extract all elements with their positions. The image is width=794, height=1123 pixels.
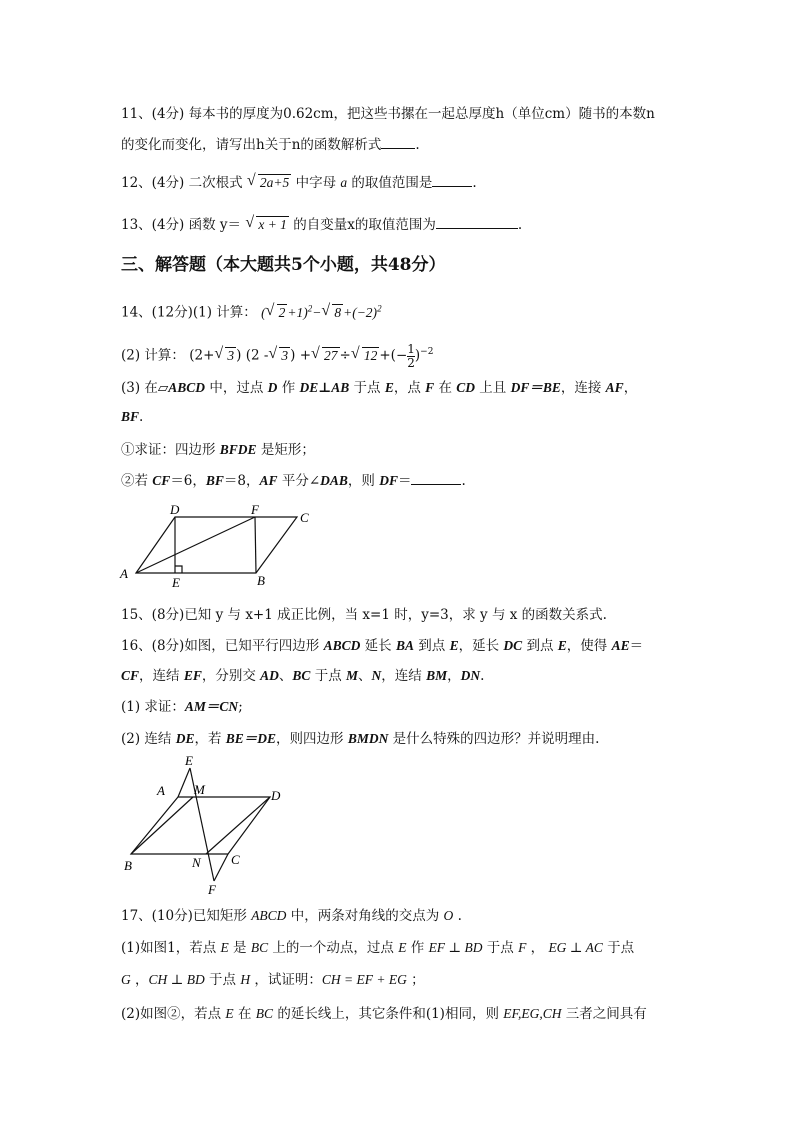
q17-l4-g: 三者之间具有 bbox=[561, 1006, 647, 1022]
fig1-parallelogram bbox=[136, 517, 297, 573]
fig2-label-b: B bbox=[124, 858, 132, 873]
q14-p3-o: ，连接 bbox=[560, 380, 606, 396]
q13-radicand: x + 1 bbox=[258, 217, 287, 232]
q14-s2-b: CF bbox=[152, 473, 171, 488]
q12-pre: 二次根式 bbox=[188, 175, 243, 191]
q16-s2-a: (2) 连结 bbox=[121, 731, 176, 747]
q16-l2-e: AD bbox=[260, 668, 279, 683]
q11-end: . bbox=[415, 137, 420, 153]
q14-p1-d: +(−2) bbox=[343, 304, 378, 320]
q16-l1-h: DC bbox=[503, 638, 523, 653]
q16-l2-d: ，分别交 bbox=[201, 668, 261, 684]
q16-l2-o: DN bbox=[460, 668, 481, 683]
q17-l3-g: CH = EF + EG bbox=[321, 972, 407, 987]
q17-l2-i: 于点 bbox=[482, 940, 519, 956]
q14-s2-i: ，则 bbox=[347, 473, 380, 489]
fig1-right-angle-mark bbox=[175, 566, 182, 573]
q14-p2-rad3 bbox=[311, 346, 340, 366]
q17-l2-a: (1)如图1，若点 bbox=[121, 940, 221, 956]
q12-radicand: 2a+5 bbox=[259, 175, 290, 190]
section-3-heading: 三、解答题（本大题共5个小题，共48分） bbox=[121, 255, 446, 275]
fig2-segment-ae bbox=[178, 768, 190, 797]
fig2-label-m: M bbox=[194, 782, 205, 797]
q16-l1-l: AE bbox=[611, 638, 630, 653]
q14-s2-d: BF bbox=[205, 473, 224, 488]
fig2-label-c: C bbox=[231, 852, 240, 867]
q14-p3-b: ABCD bbox=[168, 380, 206, 395]
fig1-label-f: F bbox=[251, 502, 259, 517]
q14-p2-a: (2+ bbox=[189, 347, 215, 364]
q13-answer-blank[interactable] bbox=[436, 214, 518, 229]
q12-line bbox=[121, 172, 477, 193]
q17-line1 bbox=[121, 906, 462, 926]
q14-p1-c: − bbox=[312, 304, 322, 320]
q14-p3-m: 上且 bbox=[475, 380, 511, 396]
q16-l2-a: CF bbox=[121, 668, 140, 683]
q14-part2 bbox=[121, 342, 433, 370]
q14-p2-rad1-val: 3 bbox=[227, 347, 235, 363]
q16-s2-e: ，则四边形 bbox=[276, 731, 348, 747]
q11-text-2: 的变化而变化，请写出h关于n的函数解析式 bbox=[121, 137, 382, 153]
q14-p1-exp1: 2 bbox=[307, 303, 313, 313]
q14-p2-rad4 bbox=[351, 346, 380, 366]
q16-l1-c: 延长 bbox=[360, 638, 396, 654]
q17-l1-c: 中，两条对角线的交点为 bbox=[286, 908, 444, 924]
fig2-label-f: F bbox=[208, 882, 216, 897]
q14-s2-f: AF bbox=[259, 473, 278, 488]
q14-p3-f: DE⊥AB bbox=[299, 380, 350, 395]
q11-line1 bbox=[121, 104, 655, 124]
q13-line bbox=[121, 214, 522, 235]
q16-s2-c: ，若 bbox=[194, 731, 226, 747]
q14-part1 bbox=[121, 298, 382, 323]
fig2-segment-cf bbox=[214, 854, 228, 881]
fig2-label-d: D bbox=[271, 788, 281, 803]
q14-answer-blank[interactable] bbox=[411, 470, 461, 485]
q17-l4-a: (2)如图②，若点 bbox=[121, 1006, 226, 1022]
q14-s2-end: . bbox=[461, 473, 466, 489]
q16-l2-k: N bbox=[371, 668, 382, 683]
q14-p2-d: ÷ bbox=[339, 347, 351, 364]
q14-p3-bf: BF bbox=[121, 409, 140, 424]
q15-text: 已知 y 与 x+1 成正比例，当 x=1 时，y=3，求 y 与 x 的函数关系式. bbox=[184, 607, 607, 623]
q13-radical bbox=[245, 215, 289, 235]
q17-l3-d: 于点 bbox=[204, 972, 241, 988]
q14-p2-c: ) + bbox=[290, 347, 312, 364]
q14-s1-b: BFDE bbox=[219, 442, 257, 457]
q15-line bbox=[121, 605, 607, 625]
q14-s1-a: ①求证：四边形 bbox=[121, 442, 220, 458]
q12-radical bbox=[247, 173, 291, 193]
q16-number: 16、(8分) bbox=[121, 638, 185, 654]
q16-l2-c: EF bbox=[183, 668, 202, 683]
q16-l2-p: . bbox=[480, 668, 485, 684]
q17-l1-b: ABCD bbox=[251, 908, 287, 923]
q14-s2-g: 平分∠ bbox=[277, 473, 321, 489]
q17-l2-e: 上的一个动点，过点 bbox=[268, 940, 399, 956]
q14-p2-rad2 bbox=[268, 346, 290, 366]
q16-l1-j: E bbox=[557, 638, 567, 653]
q17-l2-j: F bbox=[518, 940, 527, 955]
q16-s1-c: ; bbox=[238, 699, 243, 715]
q14-s2-k: ＝ bbox=[397, 473, 412, 489]
q17-l4-f: EF,EG,CH bbox=[503, 1006, 562, 1021]
q16-l2-f: 、 bbox=[278, 668, 293, 684]
q14-p2-e: +(− bbox=[379, 347, 408, 364]
fig2-label-a: A bbox=[157, 783, 165, 798]
q17-l3-f: ，试证明： bbox=[250, 972, 322, 988]
q16-s2-d: BE＝DE bbox=[225, 731, 277, 746]
q14-p2-rad4-val: 12 bbox=[363, 347, 378, 363]
q16-line2 bbox=[121, 666, 484, 686]
q16-l1-i: 到点 bbox=[522, 638, 558, 654]
q14-p1-label: (1) 计算： bbox=[192, 304, 257, 321]
q14-number: 14、(12分) bbox=[121, 304, 193, 321]
fig1-label-d: D bbox=[170, 502, 180, 517]
q14-p2-numerator: 1 bbox=[407, 341, 415, 356]
q16-sub2 bbox=[121, 729, 599, 749]
q14-s2-h: DAB bbox=[320, 473, 348, 488]
q16-l2-i: M bbox=[346, 668, 359, 683]
q14-part3-line2 bbox=[121, 407, 143, 427]
q14-p1-rad1-val: 2 bbox=[278, 304, 286, 320]
q14-s2-c: ＝6， bbox=[170, 473, 206, 489]
q17-number: 17、(10分) bbox=[121, 908, 193, 924]
q16-sub1 bbox=[121, 697, 243, 717]
q14-part3-sub2 bbox=[121, 470, 466, 491]
q14-p2-b: ) (2 - bbox=[236, 347, 269, 364]
q17-l2-h: EF ⊥ BD bbox=[428, 940, 483, 955]
fig2-parallelogram bbox=[131, 797, 270, 854]
q17-l2-f: E bbox=[398, 940, 407, 955]
q14-p3-k: 在 bbox=[434, 380, 457, 396]
q14-s2-e: ＝8， bbox=[223, 473, 260, 489]
q17-l4-c: 在 bbox=[233, 1006, 256, 1022]
q14-part3-line1 bbox=[121, 378, 637, 398]
q16-l2-n: ， bbox=[447, 668, 461, 684]
q11-text-1: 每本书的厚度为0.62cm，把这些书摞在一起总厚度h（单位cm）随书的本数n bbox=[188, 106, 655, 122]
q14-p1-expr bbox=[261, 305, 381, 320]
q17-l3-h: ； bbox=[406, 972, 425, 988]
q14-p1-rad2 bbox=[321, 303, 343, 323]
q17-l3-c: CH ⊥ BD bbox=[148, 972, 205, 987]
q16-s2-b: DE bbox=[175, 731, 195, 746]
q16-l1-a: 如图，已知平行四边形 bbox=[184, 638, 324, 654]
q14-p2-rad2-val: 3 bbox=[281, 347, 289, 363]
fig2-segment-bm bbox=[131, 797, 193, 854]
q16-l1-d: BA bbox=[395, 638, 414, 653]
q16-l1-b: ABCD bbox=[323, 638, 361, 653]
q14-p3-p: AF bbox=[605, 380, 624, 395]
q17-l1-e: . bbox=[453, 908, 462, 924]
q16-l1-g: ，延长 bbox=[458, 638, 504, 654]
q12-answer-blank[interactable] bbox=[432, 172, 472, 187]
q14-p3-a: (3) 在▱ bbox=[121, 380, 169, 396]
q16-s2-g: 是什么特殊的四边形？并说明理由. bbox=[388, 731, 600, 747]
figure-parallelogram-em-nf bbox=[115, 750, 295, 900]
q16-s1-a: (1) 求证： bbox=[121, 699, 185, 715]
q16-l2-g: BC bbox=[292, 668, 311, 683]
q15-number: 15、(8分) bbox=[121, 607, 185, 623]
fig1-label-b: B bbox=[257, 573, 265, 588]
q16-l1-m: ＝ bbox=[629, 638, 644, 654]
q17-l4-b: E bbox=[225, 1006, 234, 1021]
q12-post: 的取值范围是 bbox=[351, 175, 433, 191]
q14-p3-i: ，点 bbox=[393, 380, 426, 396]
q14-p3-l: CD bbox=[456, 380, 476, 395]
q17-l1-a: 已知矩形 bbox=[192, 908, 252, 924]
fig2-segment-dn bbox=[206, 797, 270, 854]
q17-l4-e: 的延长线上，其它条件和(1)相同，则 bbox=[273, 1006, 504, 1022]
q14-p2-f: ) bbox=[414, 347, 421, 364]
q13-end: . bbox=[517, 217, 523, 233]
q16-s1-b: AM＝CN bbox=[184, 699, 239, 714]
q14-part3-sub1 bbox=[121, 440, 315, 460]
q17-l2-k: ， bbox=[526, 940, 549, 956]
q14-p2-label: (2) 计算： bbox=[121, 347, 185, 364]
q14-p3-e: 作 bbox=[277, 380, 300, 396]
q14-p2-denominator: 2 bbox=[407, 355, 415, 370]
q11-line2 bbox=[121, 134, 420, 155]
q11-number: 11、(4分) bbox=[121, 106, 185, 122]
q14-p2-fraction bbox=[407, 343, 415, 370]
q16-l1-f: E bbox=[449, 638, 459, 653]
fig1-segment-af bbox=[136, 517, 255, 573]
q13-pre: 函数 y＝ bbox=[188, 217, 242, 233]
q17-l3-b: ， bbox=[130, 972, 149, 988]
q14-p2-rad3-val: 27 bbox=[324, 347, 338, 363]
q17-l2-g: 作 bbox=[406, 940, 429, 956]
q14-p3-j: F bbox=[425, 380, 435, 395]
q11-answer-blank[interactable] bbox=[381, 134, 415, 149]
fig1-segment-bf bbox=[255, 517, 256, 573]
q16-l2-l: ，连结 bbox=[381, 668, 427, 684]
q14-p3-g: 于点 bbox=[349, 380, 385, 396]
q17-l2-d: BC bbox=[250, 940, 269, 955]
q17-l3-a: G bbox=[121, 972, 131, 987]
q14-s1-c: 是矩形； bbox=[256, 442, 315, 458]
q13-post: 的自变量x的取值范围为 bbox=[293, 217, 436, 233]
q14-p3-q: ， bbox=[623, 380, 638, 396]
q17-line4 bbox=[121, 1004, 647, 1024]
q17-l2-l: EG ⊥ AC bbox=[548, 940, 603, 955]
q17-l3-e: H bbox=[240, 972, 251, 987]
q14-p2-exp: −2 bbox=[420, 347, 434, 357]
q17-l1-d: O bbox=[443, 908, 454, 923]
q12-end: . bbox=[472, 175, 477, 191]
q14-s2-j: DF bbox=[379, 473, 398, 488]
q12-var: a bbox=[340, 175, 348, 190]
q16-l2-h: 于点 bbox=[310, 668, 346, 684]
q14-p3-end: . bbox=[139, 409, 144, 425]
q16-l1-e: 到点 bbox=[413, 638, 450, 654]
q14-s2-a: ②若 bbox=[121, 473, 153, 489]
q14-p1-exp2: 2 bbox=[377, 303, 382, 313]
q16-line1 bbox=[121, 636, 643, 656]
q16-l2-b: ，连结 bbox=[139, 668, 184, 684]
q14-p3-d: D bbox=[267, 380, 278, 395]
q17-line2 bbox=[121, 938, 634, 958]
q14-p3-h: E bbox=[384, 380, 394, 395]
q14-p3-n: DF＝BE bbox=[510, 380, 561, 395]
q12-mid: 中字母 bbox=[295, 175, 337, 191]
q17-line3 bbox=[121, 970, 425, 990]
q16-l2-m: BM bbox=[426, 668, 448, 683]
fig1-label-c: C bbox=[300, 510, 309, 525]
q17-l2-m: 于点 bbox=[602, 940, 635, 956]
q12-number: 12、(4分) bbox=[121, 175, 185, 191]
figure-parallelogram-abcd bbox=[110, 500, 330, 590]
q14-p1-rad2-val: 8 bbox=[334, 304, 342, 320]
q16-l1-k: ，使得 bbox=[566, 638, 612, 654]
fig2-label-e: E bbox=[185, 753, 193, 768]
q16-l2-j: 、 bbox=[358, 668, 372, 684]
q17-l4-d: BC bbox=[255, 1006, 274, 1021]
fig1-label-a: A bbox=[120, 566, 128, 581]
q13-number: 13、(4分) bbox=[121, 217, 185, 233]
fig1-label-e: E bbox=[172, 575, 180, 590]
q14-p1-rad1 bbox=[266, 303, 288, 323]
fig2-label-n: N bbox=[192, 855, 201, 870]
q17-l2-b: E bbox=[220, 940, 229, 955]
q17-l2-c: 是 bbox=[228, 940, 251, 956]
q14-p1-b: +1) bbox=[287, 304, 308, 320]
q16-s2-f: BMDN bbox=[347, 731, 389, 746]
q14-p3-c: 中，过点 bbox=[205, 380, 268, 396]
q14-p2-rad1 bbox=[214, 346, 236, 366]
q14-p1-a: ( bbox=[261, 304, 266, 320]
